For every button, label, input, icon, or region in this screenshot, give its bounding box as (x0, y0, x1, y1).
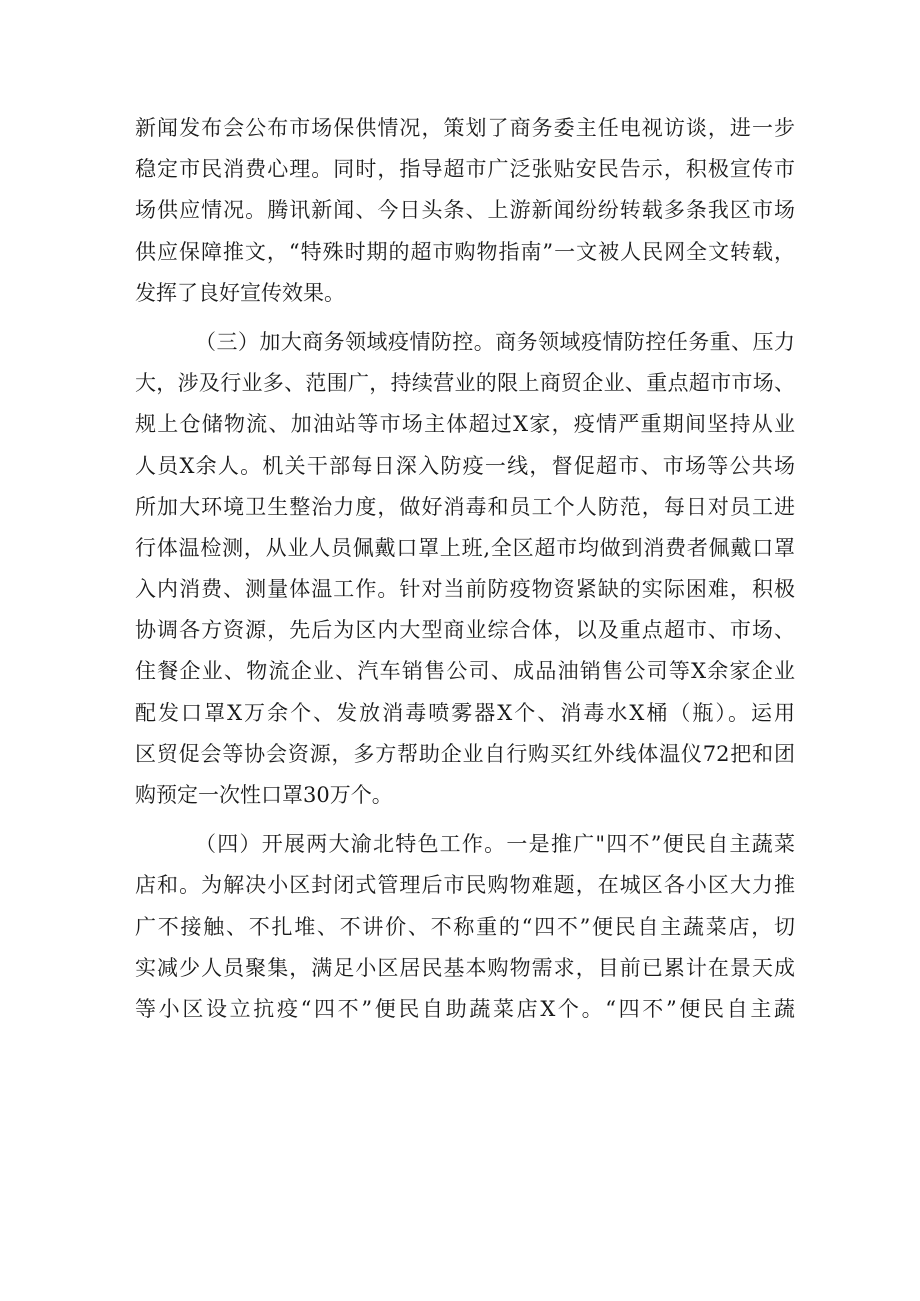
section-heading-line: （四）开展两大渝北特色工作。一是推广"四不”便民自主蔬菜 (195, 832, 795, 857)
text-line: 所加大环境卫生整治力度，做好消毒和员工个人防范，每日对员工进 (135, 494, 795, 519)
text-line: 配发口罩X万余个、发放消毒喷雾器X个、消毒水X桶（瓶）。运用 (135, 700, 795, 725)
text-line: 广不接触、不扎堆、不讲价、不称重的“四不”便民自主蔬菜店，切 (135, 914, 795, 939)
text-line: 供应保障推文，“特殊时期的超市购物指南”一文被人民网全文转载， (135, 239, 795, 264)
text-line: 购预定一次性口罩30万个。 (135, 783, 393, 807)
paragraph-spacer (135, 314, 795, 322)
text-line: 等小区设立抗疫“四不”便民自助蔬菜店X个。“四不”便民自主蔬 (135, 996, 795, 1021)
section-heading-line: （三）加大商务领域疫情防控。商务领域疫情防控任务重、压力 (195, 329, 795, 354)
text-line: 人员X余人。机关干部每日深入防疫一线，督促超市、市场等公共场 (135, 453, 795, 478)
text-line: 住餐企业、物流企业、汽车销售公司、成品油销售公司等X余家企业 (135, 659, 795, 684)
text-line: 稳定市民消费心理。同时，指导超市广泛张贴安民告示，积极宣传市 (135, 157, 795, 182)
text-line: 店和。为解决小区封闭式管理后市民购物难题，在城区各小区大力推 (135, 873, 795, 898)
text-line: 协调各方资源，先后为区内大型商业综合体，以及重点超市、市场、 (135, 618, 795, 643)
paragraph-market-publicity (135, 108, 795, 314)
paragraph-section-three-epidemic-control (135, 322, 795, 816)
text-line: 大，涉及行业多、范围广，持续营业的限上商贸企业、重点超市市场、 (135, 371, 795, 396)
text-line: 规上仓储物流、加油站等市场主体超过X家，疫情严重期间坚持从业 (135, 412, 795, 437)
text-line: 新闻发布会公布市场保供情况，策划了商务委主任电视访谈，进一步 (135, 116, 795, 140)
paragraph-section-four-special-work (135, 824, 795, 1030)
text-line: 发挥了良好宣传效果。 (135, 280, 345, 305)
paragraph-spacer (135, 816, 795, 824)
text-line: 行体温检测，从业人员佩戴口罩上班,全区超市均做到消费者佩戴口罩 (135, 535, 795, 560)
text-line: 入内消费、测量体温工作。针对当前防疫物资紧缺的实际困难，积极 (135, 577, 795, 602)
text-line: 场供应情况。腾讯新闻、今日头条、上游新闻纷纷转载多条我区市场 (135, 198, 795, 223)
document-body (135, 108, 795, 1030)
text-line: 区贸促会等协会资源，多方帮助企业自行购买红外线体温仪72把和团 (135, 741, 795, 766)
text-line: 实减少人员聚集，满足小区居民基本购物需求，目前已累计在景天成 (135, 955, 795, 980)
